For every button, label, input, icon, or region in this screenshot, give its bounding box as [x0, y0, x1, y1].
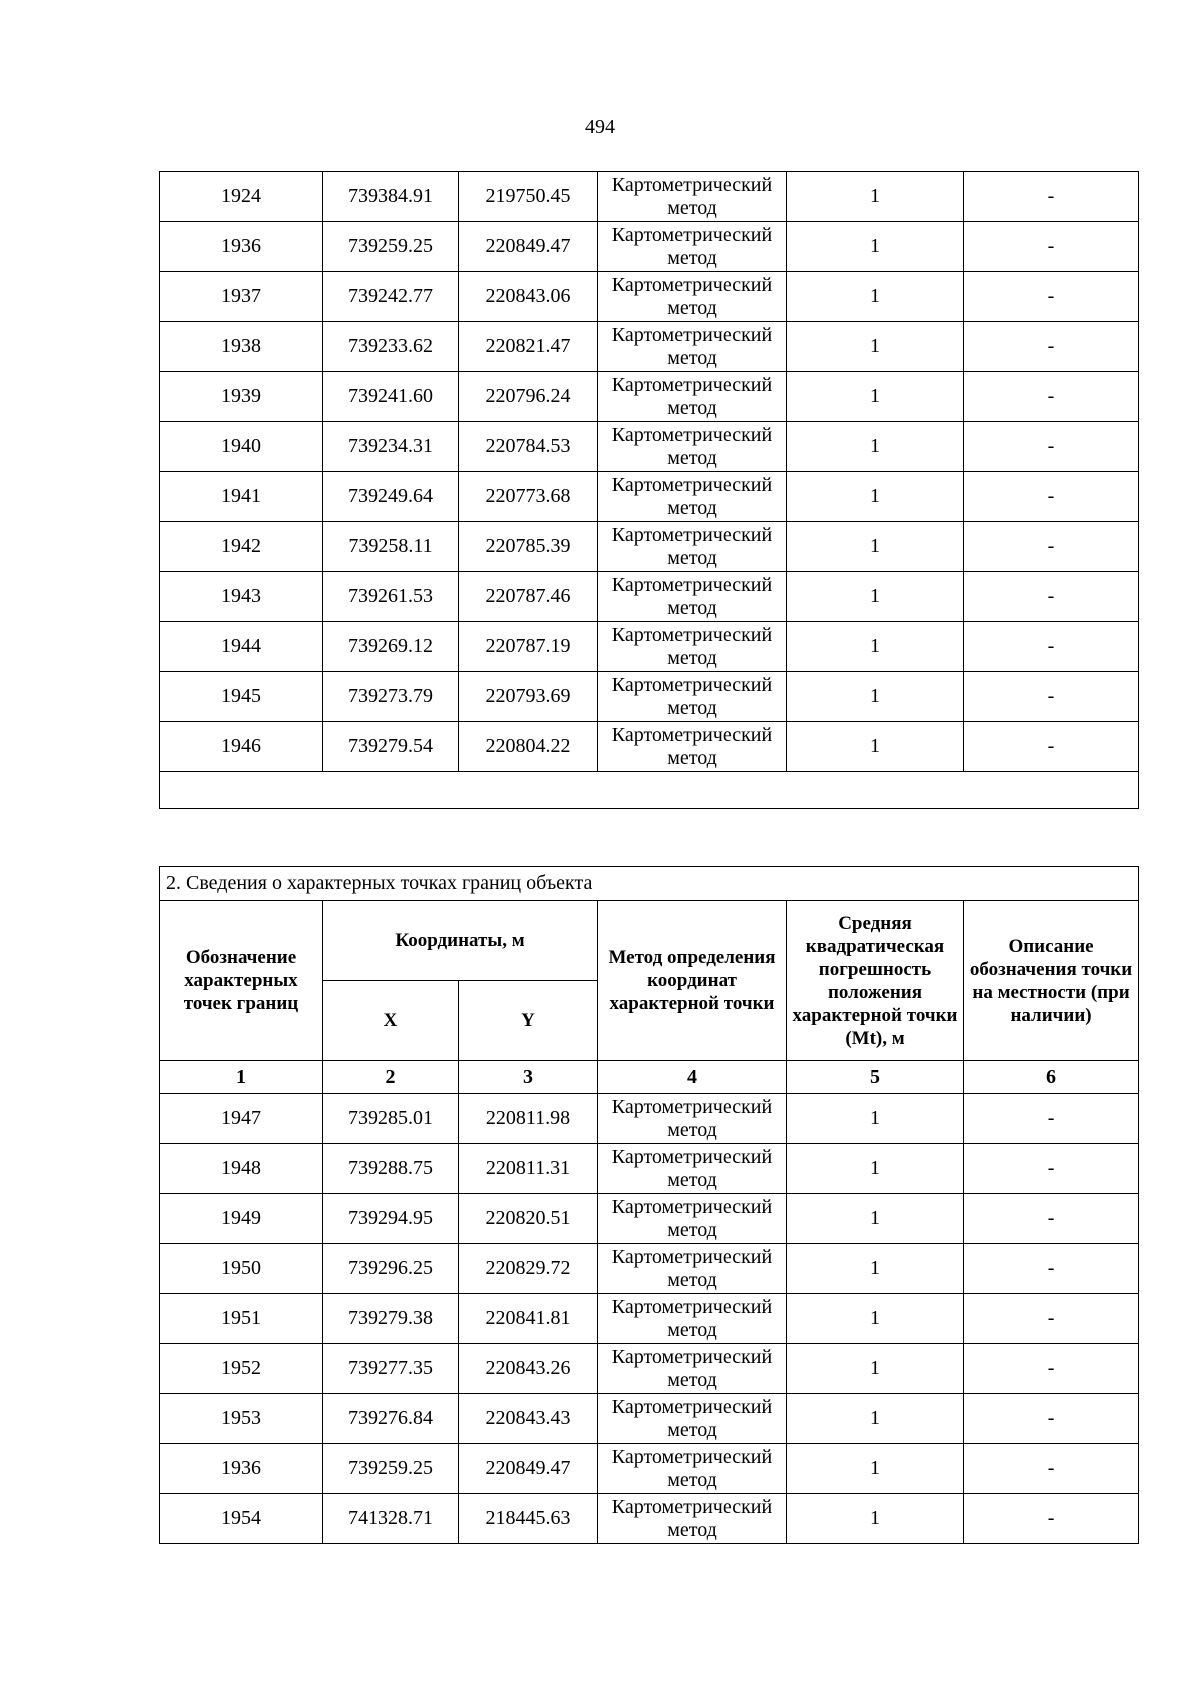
mt-cell: 1: [787, 172, 964, 222]
x-cell: 739273.79: [323, 672, 459, 722]
y-cell: 220787.46: [459, 572, 598, 622]
x-cell: 739279.38: [323, 1294, 459, 1344]
point-cell: 1936: [160, 222, 323, 272]
column-number: 2: [323, 1061, 459, 1094]
point-cell: 1938: [160, 322, 323, 372]
point-cell: 1924: [160, 172, 323, 222]
x-cell: 739279.54: [323, 722, 459, 772]
point-cell: 1953: [160, 1394, 323, 1444]
y-cell: 220843.43: [459, 1394, 598, 1444]
method-line: метод: [667, 346, 717, 369]
table-row: [160, 1394, 1139, 1444]
description-cell: -: [964, 472, 1139, 522]
table-row: [160, 222, 1139, 272]
method-line: Картометрический: [611, 1245, 773, 1268]
mt-cell: 1: [787, 1194, 964, 1244]
point-cell: 1936: [160, 1444, 323, 1494]
mt-cell: 1: [787, 1144, 964, 1194]
header-method: Метод определения координат характерной точки: [598, 901, 787, 1061]
column-numbers-row: [160, 1061, 1139, 1094]
method-line: метод: [667, 1168, 717, 1191]
method-line: Картометрический: [611, 323, 773, 346]
point-cell: 1943: [160, 572, 323, 622]
x-cell: 739259.25: [323, 222, 459, 272]
point-cell: 1942: [160, 522, 323, 572]
method-cell: [598, 1144, 787, 1194]
description-cell: -: [964, 272, 1139, 322]
x-cell: 739288.75: [323, 1144, 459, 1194]
description-cell: -: [964, 1394, 1139, 1444]
mt-cell: 1: [787, 1444, 964, 1494]
x-cell: 739277.35: [323, 1344, 459, 1394]
column-number: 3: [459, 1061, 598, 1094]
method-line: метод: [667, 246, 717, 269]
method-cell: [598, 1244, 787, 1294]
table-row: [160, 472, 1139, 522]
point-cell: 1940: [160, 422, 323, 472]
method-line: метод: [667, 1518, 717, 1541]
method-line: Картометрический: [611, 173, 773, 196]
table-row: [160, 422, 1139, 472]
table-row: [160, 322, 1139, 372]
y-cell: 218445.63: [459, 1494, 598, 1544]
description-cell: -: [964, 422, 1139, 472]
mt-cell: 1: [787, 472, 964, 522]
y-cell: 220849.47: [459, 222, 598, 272]
description-cell: -: [964, 1194, 1139, 1244]
description-cell: -: [964, 172, 1139, 222]
y-cell: 220784.53: [459, 422, 598, 472]
x-cell: 739261.53: [323, 572, 459, 622]
method-cell: [598, 572, 787, 622]
method-cell: [598, 372, 787, 422]
y-cell: 220804.22: [459, 722, 598, 772]
mt-cell: 1: [787, 422, 964, 472]
table-row: [160, 1294, 1139, 1344]
y-cell: 220849.47: [459, 1444, 598, 1494]
mt-cell: 1: [787, 1394, 964, 1444]
description-cell: -: [964, 1094, 1139, 1144]
table-row: [160, 372, 1139, 422]
method-line: Картометрический: [611, 523, 773, 546]
table-row: [160, 672, 1139, 722]
method-line: метод: [667, 746, 717, 769]
column-number: 4: [598, 1061, 787, 1094]
mt-cell: 1: [787, 622, 964, 672]
header-row: [160, 901, 1139, 981]
method-line: метод: [667, 196, 717, 219]
method-line: метод: [667, 596, 717, 619]
header-x: X: [323, 981, 459, 1061]
method-line: метод: [667, 1118, 717, 1141]
method-line: Картометрический: [611, 723, 773, 746]
method-cell: [598, 1294, 787, 1344]
description-cell: -: [964, 622, 1139, 672]
method-line: Картометрический: [611, 1395, 773, 1418]
method-cell: [598, 422, 787, 472]
table-row: [160, 1094, 1139, 1144]
table-row: [160, 1244, 1139, 1294]
description-cell: -: [964, 1244, 1139, 1294]
mt-cell: 1: [787, 1094, 964, 1144]
method-line: Картометрический: [611, 673, 773, 696]
method-cell: [598, 1494, 787, 1544]
table-row: [160, 622, 1139, 672]
header-description: Описание обозначения точки на местности (при наличии): [964, 901, 1139, 1061]
method-line: метод: [667, 296, 717, 319]
point-cell: 1946: [160, 722, 323, 772]
method-line: метод: [667, 1218, 717, 1241]
mt-cell: 1: [787, 522, 964, 572]
column-number: 1: [160, 1061, 323, 1094]
y-cell: 220820.51: [459, 1194, 598, 1244]
table-row: [160, 722, 1139, 772]
header-y: Y: [459, 981, 598, 1061]
method-cell: [598, 1344, 787, 1394]
x-cell: 739296.25: [323, 1244, 459, 1294]
x-cell: 739234.31: [323, 422, 459, 472]
x-cell: 739242.77: [323, 272, 459, 322]
y-cell: 220811.31: [459, 1144, 598, 1194]
table-row: [160, 1344, 1139, 1394]
method-line: метод: [667, 446, 717, 469]
table2-body: [160, 1094, 1139, 1544]
point-cell: 1939: [160, 372, 323, 422]
point-cell: 1954: [160, 1494, 323, 1544]
method-line: Картометрический: [611, 1495, 773, 1518]
mt-cell: 1: [787, 1344, 964, 1394]
x-cell: 739259.25: [323, 1444, 459, 1494]
description-cell: -: [964, 222, 1139, 272]
header-point-designation: Обозначение характерных точек границ: [160, 901, 323, 1061]
method-line: метод: [667, 1468, 717, 1491]
description-cell: -: [964, 672, 1139, 722]
y-cell: 220829.72: [459, 1244, 598, 1294]
mt-cell: 1: [787, 322, 964, 372]
table-row: [160, 1444, 1139, 1494]
method-line: Картометрический: [611, 623, 773, 646]
method-line: метод: [667, 1318, 717, 1341]
y-cell: 220843.06: [459, 272, 598, 322]
table-row: [160, 272, 1139, 322]
description-cell: -: [964, 1144, 1139, 1194]
method-line: Картометрический: [611, 1095, 773, 1118]
table-row: [160, 1194, 1139, 1244]
x-cell: 739249.64: [323, 472, 459, 522]
method-line: метод: [667, 1268, 717, 1291]
mt-cell: 1: [787, 372, 964, 422]
point-cell: 1944: [160, 622, 323, 672]
method-line: Картометрический: [611, 1145, 773, 1168]
x-cell: 739276.84: [323, 1394, 459, 1444]
method-line: метод: [667, 1368, 717, 1391]
method-line: Картометрический: [611, 223, 773, 246]
method-cell: [598, 472, 787, 522]
section-title-row: [160, 867, 1139, 901]
method-line: метод: [667, 1418, 717, 1441]
table-row: [160, 172, 1139, 222]
mt-cell: 1: [787, 672, 964, 722]
y-cell: 219750.45: [459, 172, 598, 222]
section-title: 2. Сведения о характерных точках границ объекта: [160, 867, 1139, 901]
x-cell: 739233.62: [323, 322, 459, 372]
description-cell: -: [964, 1444, 1139, 1494]
y-cell: 220811.98: [459, 1094, 598, 1144]
x-cell: 739269.12: [323, 622, 459, 672]
table-row: [160, 1144, 1139, 1194]
x-cell: 741328.71: [323, 1494, 459, 1544]
empty-cell: [160, 772, 1139, 809]
method-line: метод: [667, 696, 717, 719]
point-cell: 1949: [160, 1194, 323, 1244]
x-cell: 739384.91: [323, 172, 459, 222]
description-cell: -: [964, 322, 1139, 372]
y-cell: 220796.24: [459, 372, 598, 422]
point-cell: 1945: [160, 672, 323, 722]
table-row: [160, 572, 1139, 622]
boundary-points-table-continued: [159, 171, 1139, 809]
x-cell: 739285.01: [323, 1094, 459, 1144]
point-cell: 1941: [160, 472, 323, 522]
method-line: метод: [667, 646, 717, 669]
table-row: [160, 522, 1139, 572]
point-cell: 1948: [160, 1144, 323, 1194]
header-coordinates: Координаты, м: [323, 901, 598, 981]
method-cell: [598, 222, 787, 272]
description-cell: -: [964, 722, 1139, 772]
method-cell: [598, 272, 787, 322]
y-cell: 220843.26: [459, 1344, 598, 1394]
mt-cell: 1: [787, 1244, 964, 1294]
method-cell: [598, 722, 787, 772]
mt-cell: 1: [787, 1294, 964, 1344]
description-cell: -: [964, 1494, 1139, 1544]
method-cell: [598, 1444, 787, 1494]
point-cell: 1951: [160, 1294, 323, 1344]
point-cell: 1950: [160, 1244, 323, 1294]
description-cell: -: [964, 572, 1139, 622]
mt-cell: 1: [787, 222, 964, 272]
method-line: Картометрический: [611, 1445, 773, 1468]
method-cell: [598, 522, 787, 572]
description-cell: -: [964, 1294, 1139, 1344]
method-line: Картометрический: [611, 573, 773, 596]
y-cell: 220793.69: [459, 672, 598, 722]
y-cell: 220821.47: [459, 322, 598, 372]
method-cell: [598, 1094, 787, 1144]
method-line: метод: [667, 396, 717, 419]
method-line: Картометрический: [611, 373, 773, 396]
method-cell: [598, 322, 787, 372]
method-line: Картометрический: [611, 1195, 773, 1218]
method-line: Картометрический: [611, 423, 773, 446]
mt-cell: 1: [787, 272, 964, 322]
method-cell: [598, 1194, 787, 1244]
x-cell: 739241.60: [323, 372, 459, 422]
method-line: Картометрический: [611, 473, 773, 496]
method-line: Картометрический: [611, 1345, 773, 1368]
header-mt: Средняя квадратическая погрешность положения характерной точки (Mt), м: [787, 901, 964, 1061]
description-cell: -: [964, 1344, 1139, 1394]
method-cell: [598, 672, 787, 722]
y-cell: 220787.19: [459, 622, 598, 672]
y-cell: 220785.39: [459, 522, 598, 572]
method-line: Картометрический: [611, 273, 773, 296]
mt-cell: 1: [787, 1494, 964, 1544]
description-cell: -: [964, 522, 1139, 572]
page-number: 494: [585, 116, 615, 138]
method-cell: [598, 172, 787, 222]
description-cell: -: [964, 372, 1139, 422]
column-number: 6: [964, 1061, 1139, 1094]
method-line: Картометрический: [611, 1295, 773, 1318]
y-cell: 220841.81: [459, 1294, 598, 1344]
point-cell: 1937: [160, 272, 323, 322]
method-line: метод: [667, 496, 717, 519]
table1-body: [160, 172, 1139, 772]
mt-cell: 1: [787, 572, 964, 622]
x-cell: 739258.11: [323, 522, 459, 572]
method-cell: [598, 1394, 787, 1444]
boundary-points-table: [159, 866, 1139, 1544]
point-cell: 1947: [160, 1094, 323, 1144]
column-number: 5: [787, 1061, 964, 1094]
y-cell: 220773.68: [459, 472, 598, 522]
mt-cell: 1: [787, 722, 964, 772]
table-row: [160, 1494, 1139, 1544]
method-line: метод: [667, 546, 717, 569]
point-cell: 1952: [160, 1344, 323, 1394]
method-cell: [598, 622, 787, 672]
x-cell: 739294.95: [323, 1194, 459, 1244]
empty-row: [160, 772, 1139, 809]
